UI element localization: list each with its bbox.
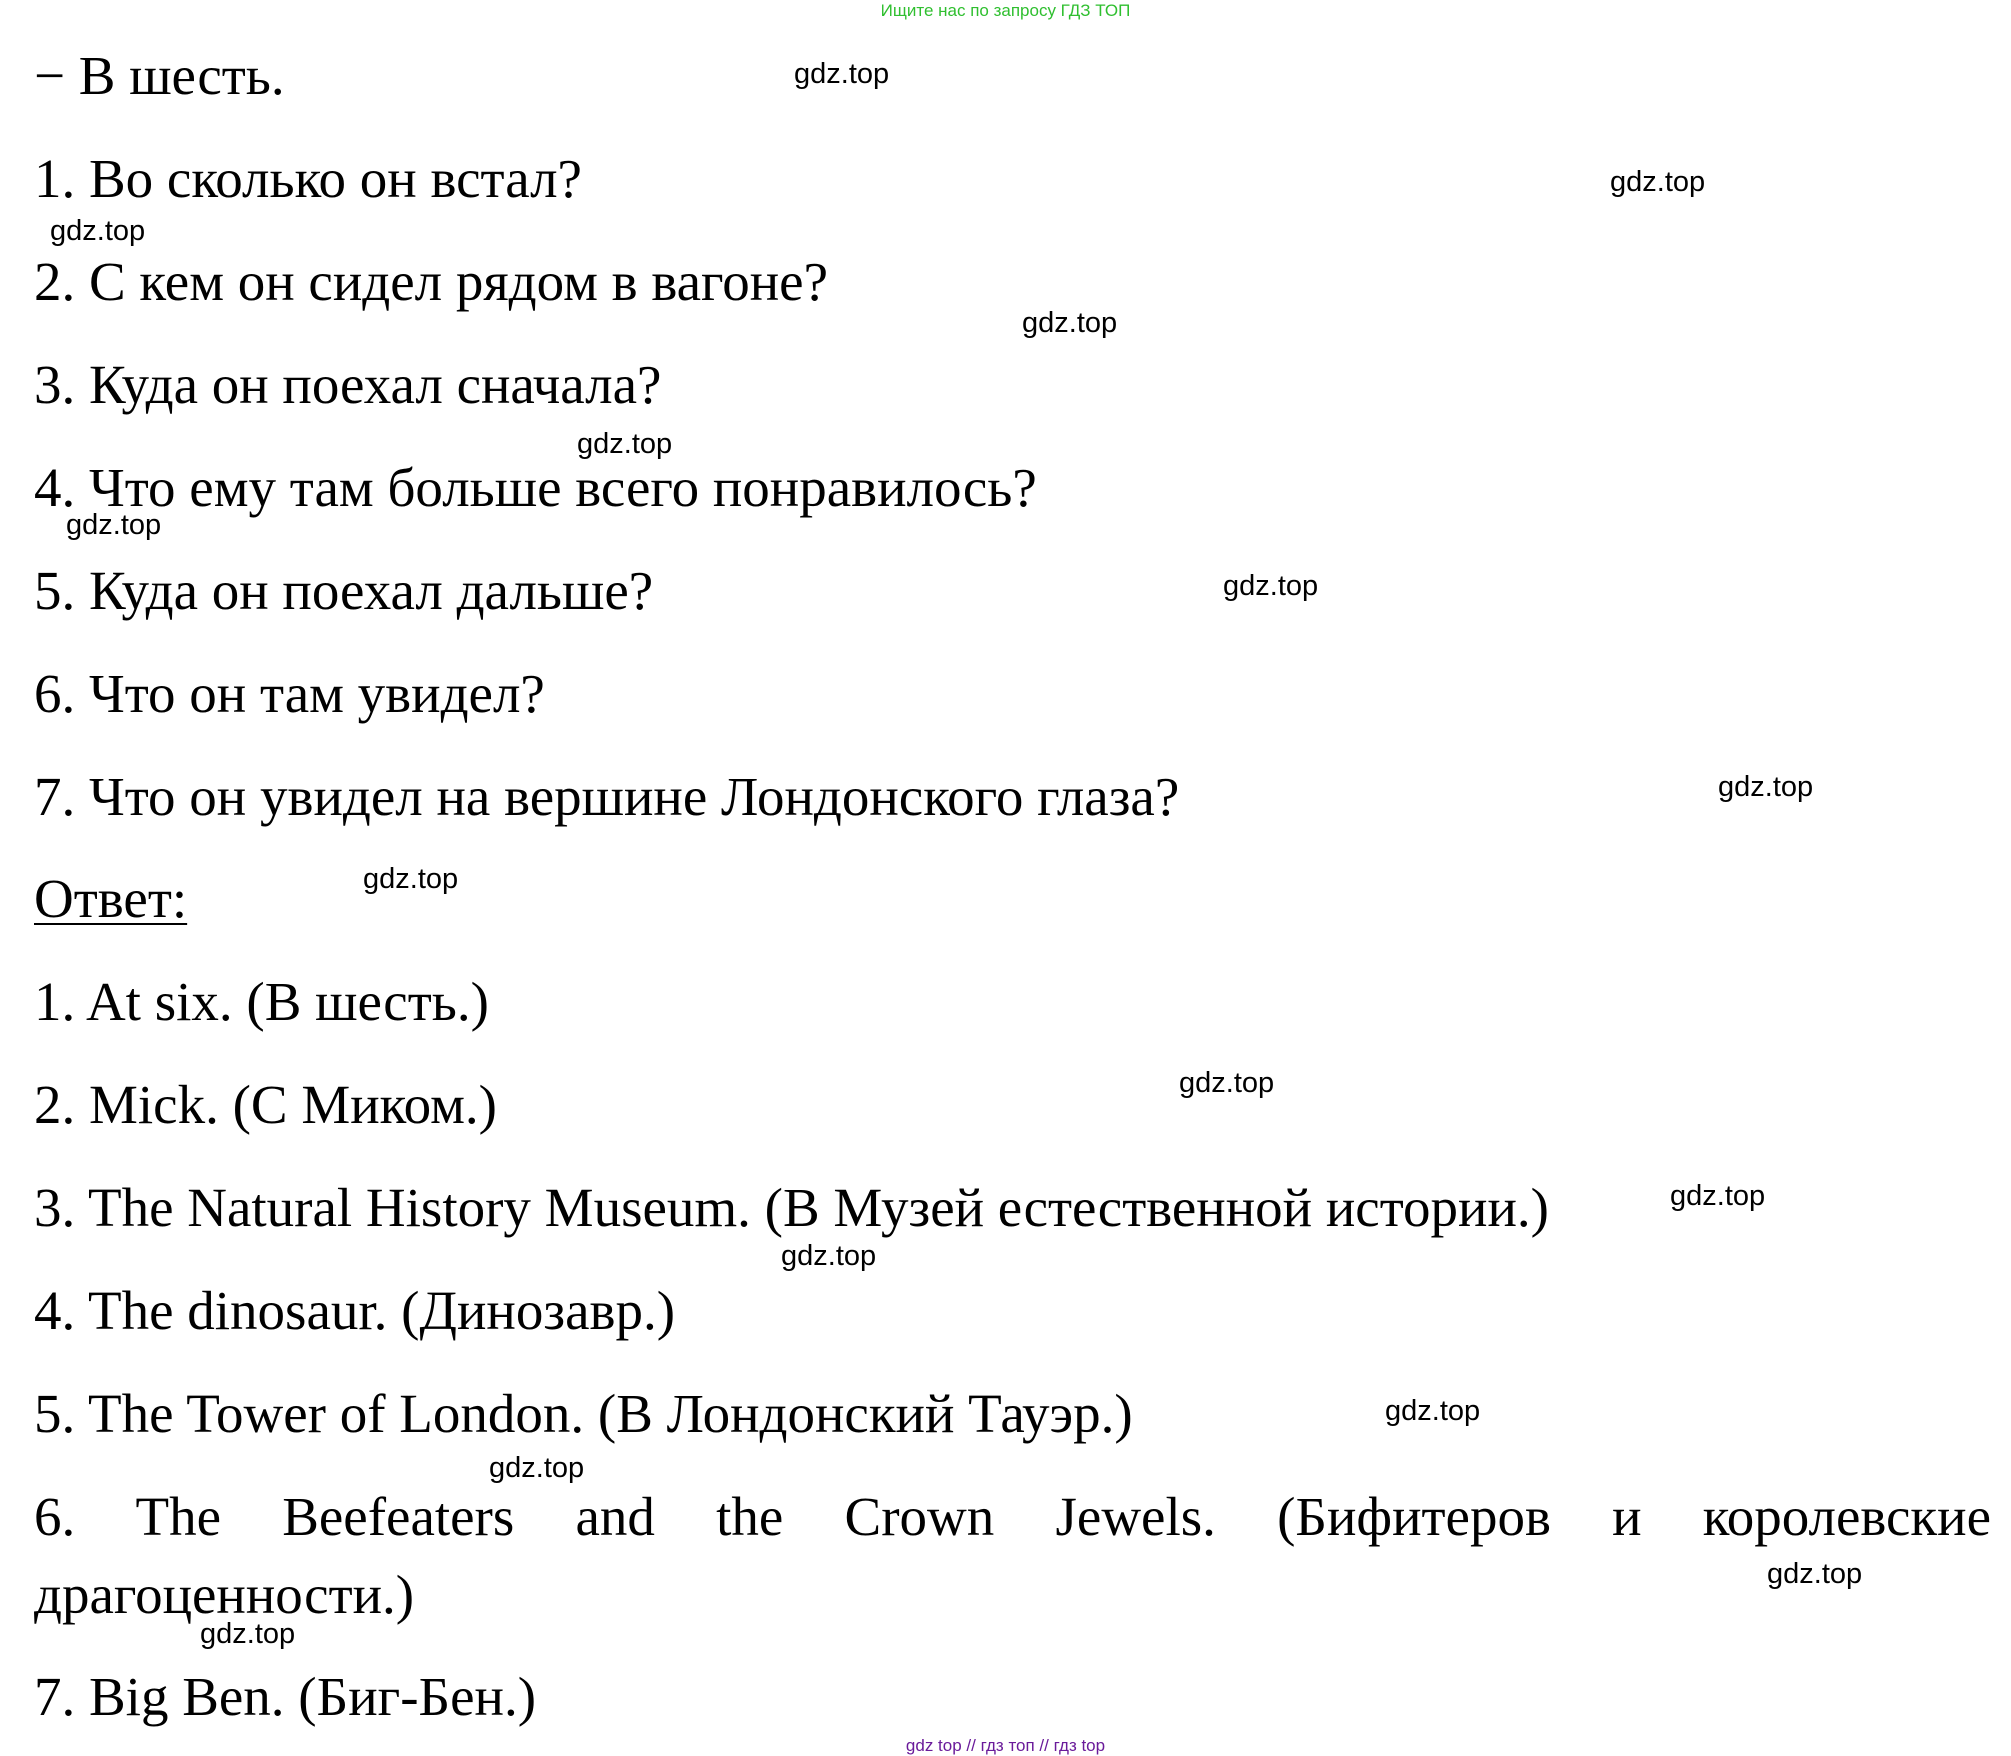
watermark: gdz.top bbox=[577, 428, 673, 460]
answer-heading: Ответ: bbox=[34, 868, 188, 929]
question-4: 4. Что ему там больше всего понравилось? bbox=[34, 457, 1037, 518]
watermark: gdz.top bbox=[50, 215, 146, 247]
header-note: Ищите нас по запросу ГДЗ ТОП bbox=[880, 1, 1131, 20]
question-2: 2. С кем он сидел рядом в вагоне? bbox=[34, 251, 828, 312]
answer-6-continuation: драгоценности.) bbox=[34, 1564, 415, 1625]
watermark: gdz.top bbox=[1179, 1067, 1275, 1099]
question-6: 6. Что он там увидел? bbox=[34, 663, 545, 724]
answer-5: 5. The Tower of London. (В Лондонский Тауэр.) bbox=[34, 1383, 1133, 1444]
watermark: gdz.top bbox=[794, 58, 890, 90]
question-1: 1. Во сколько он встал? bbox=[34, 148, 582, 209]
intro-answer-line: − В шесть. bbox=[34, 45, 285, 106]
question-3: 3. Куда он поехал сначала? bbox=[34, 354, 662, 415]
watermark: gdz.top bbox=[1223, 570, 1319, 602]
watermark: gdz.top bbox=[1610, 166, 1706, 198]
footer-note: gdz top // гдз топ // гдз top bbox=[905, 1736, 1106, 1755]
answer-1: 1. At six. (В шесть.) bbox=[34, 971, 489, 1032]
watermark: gdz.top bbox=[1767, 1558, 1863, 1590]
watermark: gdz.top bbox=[1022, 307, 1118, 339]
watermark: gdz.top bbox=[489, 1452, 585, 1484]
answer-6: 6. The Beefeaters and the Crown Jewels. (Бифитеров и королевские bbox=[34, 1486, 1991, 1547]
answer-7: 7. Big Ben. (Биг-Бен.) bbox=[34, 1666, 537, 1727]
answer-2: 2. Mick. (С Миком.) bbox=[34, 1074, 497, 1135]
watermark: gdz.top bbox=[1718, 771, 1814, 803]
watermark: gdz.top bbox=[363, 863, 459, 895]
watermark: gdz.top bbox=[1670, 1180, 1766, 1212]
answer-3: 3. The Natural History Museum. (В Музей естественной истории.) bbox=[34, 1177, 1549, 1238]
question-7: 7. Что он увидел на вершине Лондонского глаза? bbox=[34, 766, 1180, 827]
answer-4: 4. The dinosaur. (Динозавр.) bbox=[34, 1280, 676, 1341]
question-5: 5. Куда он поехал дальше? bbox=[34, 560, 654, 621]
watermark: gdz.top bbox=[200, 1618, 296, 1650]
watermark: gdz.top bbox=[66, 509, 162, 541]
watermark: gdz.top bbox=[1385, 1395, 1481, 1427]
watermark: gdz.top bbox=[781, 1240, 877, 1272]
